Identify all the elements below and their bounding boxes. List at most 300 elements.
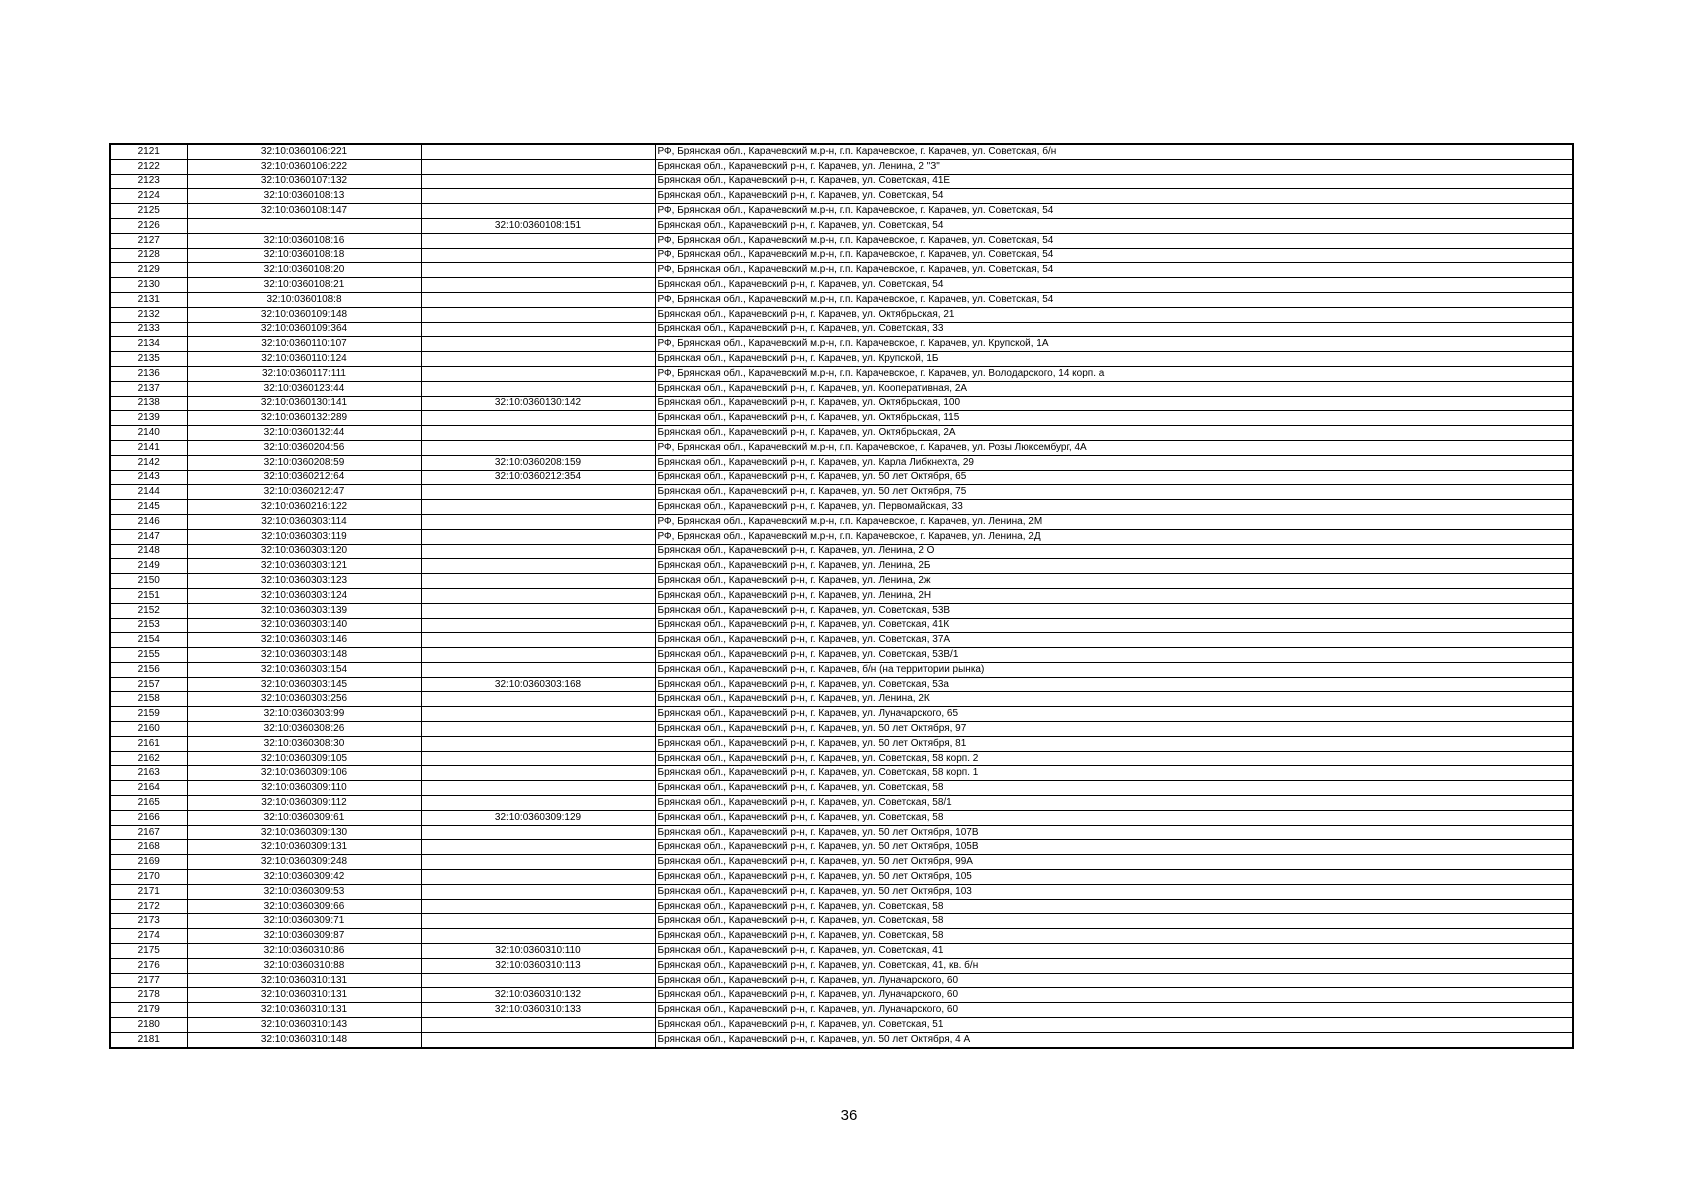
table-row — [110, 870, 1573, 885]
related-cadastral-number-cell — [421, 544, 655, 559]
address-cell: Брянская обл., Карачевский р-н, г. Карачев, ул. Ленина, 2Н — [655, 588, 1573, 603]
related-cadastral-number-cell — [421, 973, 655, 988]
address-cell: Брянская обл., Карачевский р-н, г. Карачев, ул. Луначарского, 65 — [655, 707, 1573, 722]
related-cadastral-number-cell — [421, 278, 655, 293]
row-number-cell: 2127 — [110, 233, 187, 248]
related-cadastral-number-cell — [421, 204, 655, 219]
related-cadastral-number-cell — [421, 736, 655, 751]
address-cell: РФ, Брянская обл., Карачевский м.р-н, г.п. Карачевское, г. Карачев, ул. Советская, 54 — [655, 204, 1573, 219]
cadastral-number-cell: 32:10:0360303:124 — [187, 588, 421, 603]
row-number-cell: 2141 — [110, 440, 187, 455]
table-row — [110, 648, 1573, 663]
row-number-cell: 2170 — [110, 870, 187, 885]
address-cell: Брянская обл., Карачевский р-н, г. Карачев, ул. Советская, 58 — [655, 914, 1573, 929]
address-cell: Брянская обл., Карачевский р-н, г. Карачев, ул. 50 лет Октября, 65 — [655, 470, 1573, 485]
related-cadastral-number-cell — [421, 722, 655, 737]
related-cadastral-number-cell — [421, 840, 655, 855]
row-number-cell: 2148 — [110, 544, 187, 559]
address-cell: Брянская обл., Карачевский р-н, г. Карачев, ул. Советская, 54 — [655, 189, 1573, 204]
row-number-cell: 2133 — [110, 322, 187, 337]
cadastral-number-cell: 32:10:0360303:99 — [187, 707, 421, 722]
cadastral-number-cell: 32:10:0360309:112 — [187, 796, 421, 811]
table-row — [110, 781, 1573, 796]
cadastral-number-cell: 32:10:0360108:13 — [187, 189, 421, 204]
table-row — [110, 1003, 1573, 1018]
row-number-cell: 2142 — [110, 455, 187, 470]
cadastral-number-cell: 32:10:0360108:147 — [187, 204, 421, 219]
related-cadastral-number-cell — [421, 825, 655, 840]
row-number-cell: 2122 — [110, 159, 187, 174]
table-row — [110, 603, 1573, 618]
table-row — [110, 1018, 1573, 1033]
address-cell: РФ, Брянская обл., Карачевский м.р-н, г.п. Карачевское, г. Карачев, ул. Советская, 54 — [655, 263, 1573, 278]
cadastral-number-cell: 32:10:0360303:139 — [187, 603, 421, 618]
row-number-cell: 2143 — [110, 470, 187, 485]
cadastral-number-cell: 32:10:0360310:131 — [187, 988, 421, 1003]
table-row — [110, 470, 1573, 485]
table-row — [110, 944, 1573, 959]
related-cadastral-number-cell — [421, 500, 655, 515]
cadastral-number-cell: 32:10:0360309:110 — [187, 781, 421, 796]
row-number-cell: 2123 — [110, 174, 187, 189]
cadastral-number-cell: 32:10:0360212:47 — [187, 485, 421, 500]
row-number-cell: 2178 — [110, 988, 187, 1003]
table-row — [110, 455, 1573, 470]
related-cadastral-number-cell — [421, 781, 655, 796]
cadastral-number-cell: 32:10:0360309:130 — [187, 825, 421, 840]
address-cell: РФ, Брянская обл., Карачевский м.р-н, г.п. Карачевское, г. Карачев, ул. Советская, б/н — [655, 144, 1573, 159]
table-row — [110, 366, 1573, 381]
table-row — [110, 677, 1573, 692]
table-row — [110, 559, 1573, 574]
cadastral-number-cell: 32:10:0360108:8 — [187, 292, 421, 307]
row-number-cell: 2135 — [110, 352, 187, 367]
row-number-cell: 2152 — [110, 603, 187, 618]
related-cadastral-number-cell — [421, 751, 655, 766]
table-row — [110, 855, 1573, 870]
related-cadastral-number-cell — [421, 381, 655, 396]
table-row — [110, 396, 1573, 411]
cadastral-number-cell — [187, 218, 421, 233]
row-number-cell: 2165 — [110, 796, 187, 811]
related-cadastral-number-cell — [421, 707, 655, 722]
related-cadastral-number-cell — [421, 514, 655, 529]
cadastral-number-cell: 32:10:0360303:145 — [187, 677, 421, 692]
address-cell: Брянская обл., Карачевский р-н, г. Карачев, ул. Кооперативная, 2А — [655, 381, 1573, 396]
related-cadastral-number-cell — [421, 884, 655, 899]
related-cadastral-number-cell: 32:10:0360310:133 — [421, 1003, 655, 1018]
row-number-cell: 2171 — [110, 884, 187, 899]
address-cell: Брянская обл., Карачевский р-н, г. Карачев, ул. Октябрьская, 100 — [655, 396, 1573, 411]
address-cell: Брянская обл., Карачевский р-н, г. Карачев, ул. Ленина, 2Б — [655, 559, 1573, 574]
related-cadastral-number-cell: 32:10:0360130:142 — [421, 396, 655, 411]
cadastral-number-cell: 32:10:0360303:119 — [187, 529, 421, 544]
cadastral-number-cell: 32:10:0360204:56 — [187, 440, 421, 455]
cadastral-number-cell: 32:10:0360109:364 — [187, 322, 421, 337]
row-number-cell: 2173 — [110, 914, 187, 929]
address-cell: Брянская обл., Карачевский р-н, г. Карачев, ул. Крупской, 1Б — [655, 352, 1573, 367]
address-cell: Брянская обл., Карачевский р-н, г. Карачев, ул. Советская, 53В/1 — [655, 648, 1573, 663]
row-number-cell: 2154 — [110, 633, 187, 648]
cadastral-number-cell: 32:10:0360108:16 — [187, 233, 421, 248]
address-cell: Брянская обл., Карачевский р-н, г. Карачев, ул. Октябрьская, 115 — [655, 411, 1573, 426]
table-row — [110, 204, 1573, 219]
table-row — [110, 322, 1573, 337]
address-cell: Брянская обл., Карачевский р-н, г. Карачев, ул. Советская, 33 — [655, 322, 1573, 337]
address-cell: Брянская обл., Карачевский р-н, г. Карачев, ул. Луначарского, 60 — [655, 973, 1573, 988]
table-row — [110, 662, 1573, 677]
address-cell: Брянская обл., Карачевский р-н, г. Карачев, ул. Советская, 54 — [655, 218, 1573, 233]
related-cadastral-number-cell — [421, 603, 655, 618]
cadastral-number-cell: 32:10:0360309:105 — [187, 751, 421, 766]
row-number-cell: 2153 — [110, 618, 187, 633]
row-number-cell: 2132 — [110, 307, 187, 322]
related-cadastral-number-cell — [421, 574, 655, 589]
cadastral-number-cell: 32:10:0360310:88 — [187, 958, 421, 973]
related-cadastral-number-cell — [421, 559, 655, 574]
cadastral-number-cell: 32:10:0360108:20 — [187, 263, 421, 278]
address-cell: Брянская обл., Карачевский р-н, г. Карачев, ул. 50 лет Октября, 97 — [655, 722, 1573, 737]
related-cadastral-number-cell — [421, 855, 655, 870]
row-number-cell: 2136 — [110, 366, 187, 381]
related-cadastral-number-cell — [421, 529, 655, 544]
cadastral-number-cell: 32:10:0360303:114 — [187, 514, 421, 529]
address-cell: Брянская обл., Карачевский р-н, г. Карачев, ул. Советская, 58 — [655, 899, 1573, 914]
table-row — [110, 1032, 1573, 1047]
table-row — [110, 766, 1573, 781]
related-cadastral-number-cell — [421, 633, 655, 648]
address-cell: Брянская обл., Карачевский р-н, г. Карачев, б/н (на территории рынка) — [655, 662, 1573, 677]
related-cadastral-number-cell: 32:10:0360212:354 — [421, 470, 655, 485]
row-number-cell: 2180 — [110, 1018, 187, 1033]
row-number-cell: 2172 — [110, 899, 187, 914]
row-number-cell: 2174 — [110, 929, 187, 944]
related-cadastral-number-cell — [421, 337, 655, 352]
row-number-cell: 2159 — [110, 707, 187, 722]
row-number-cell: 2147 — [110, 529, 187, 544]
table-row — [110, 988, 1573, 1003]
row-number-cell: 2157 — [110, 677, 187, 692]
address-cell: РФ, Брянская обл., Карачевский м.р-н, г.п. Карачевское, г. Карачев, ул. Крупской, 1А — [655, 337, 1573, 352]
address-cell: Брянская обл., Карачевский р-н, г. Карачев, ул. Ленина, 2 "З" — [655, 159, 1573, 174]
row-number-cell: 2175 — [110, 944, 187, 959]
page-number: 36 — [840, 1107, 858, 1124]
related-cadastral-number-cell — [421, 914, 655, 929]
address-cell: Брянская обл., Карачевский р-н, г. Карачев, ул. 50 лет Октября, 105 — [655, 870, 1573, 885]
cadastral-number-cell: 32:10:0360212:64 — [187, 470, 421, 485]
cadastral-number-cell: 32:10:0360110:107 — [187, 337, 421, 352]
address-cell: Брянская обл., Карачевский р-н, г. Карачев, ул. Советская, 53а — [655, 677, 1573, 692]
address-cell: Брянская обл., Карачевский р-н, г. Карачев, ул. 50 лет Октября, 75 — [655, 485, 1573, 500]
row-number-cell: 2161 — [110, 736, 187, 751]
related-cadastral-number-cell — [421, 870, 655, 885]
cadastral-number-cell: 32:10:0360303:120 — [187, 544, 421, 559]
table-row — [110, 292, 1573, 307]
row-number-cell: 2144 — [110, 485, 187, 500]
related-cadastral-number-cell — [421, 263, 655, 278]
row-number-cell: 2125 — [110, 204, 187, 219]
related-cadastral-number-cell — [421, 159, 655, 174]
row-number-cell: 2164 — [110, 781, 187, 796]
address-cell: РФ, Брянская обл., Карачевский м.р-н, г.п. Карачевское, г. Карачев, ул. Советская, 54 — [655, 233, 1573, 248]
related-cadastral-number-cell — [421, 766, 655, 781]
cadastral-number-cell: 32:10:0360303:140 — [187, 618, 421, 633]
related-cadastral-number-cell — [421, 1018, 655, 1033]
row-number-cell: 2150 — [110, 574, 187, 589]
address-cell: Брянская обл., Карачевский р-н, г. Карачев, ул. Советская, 58 — [655, 929, 1573, 944]
address-cell: Брянская обл., Карачевский р-н, г. Карачев, ул. Советская, 58 корп. 2 — [655, 751, 1573, 766]
register-body — [110, 144, 1573, 1048]
row-number-cell: 2134 — [110, 337, 187, 352]
address-cell: Брянская обл., Карачевский р-н, г. Карачев, ул. 50 лет Октября, 107В — [655, 825, 1573, 840]
table-row — [110, 233, 1573, 248]
row-number-cell: 2149 — [110, 559, 187, 574]
related-cadastral-number-cell — [421, 248, 655, 263]
table-row — [110, 692, 1573, 707]
address-cell: Брянская обл., Карачевский р-н, г. Карачев, ул. 50 лет Октября, 99А — [655, 855, 1573, 870]
address-cell: Брянская обл., Карачевский р-н, г. Карачев, ул. Советская, 53В — [655, 603, 1573, 618]
address-cell: Брянская обл., Карачевский р-н, г. Карачев, ул. Советская, 41 — [655, 944, 1573, 959]
cadastral-number-cell: 32:10:0360309:53 — [187, 884, 421, 899]
related-cadastral-number-cell — [421, 322, 655, 337]
related-cadastral-number-cell — [421, 352, 655, 367]
cadastral-number-cell: 32:10:0360123:44 — [187, 381, 421, 396]
cadastral-number-cell: 32:10:0360310:143 — [187, 1018, 421, 1033]
related-cadastral-number-cell: 32:10:0360309:129 — [421, 810, 655, 825]
row-number-cell: 2169 — [110, 855, 187, 870]
cadastral-number-cell: 32:10:0360106:222 — [187, 159, 421, 174]
cadastral-number-cell: 32:10:0360308:30 — [187, 736, 421, 751]
cadastral-number-cell: 32:10:0360309:42 — [187, 870, 421, 885]
address-cell: Брянская обл., Карачевский р-н, г. Карачев, ул. 50 лет Октября, 81 — [655, 736, 1573, 751]
address-cell: Брянская обл., Карачевский р-н, г. Карачев, ул. Луначарского, 60 — [655, 1003, 1573, 1018]
related-cadastral-number-cell — [421, 485, 655, 500]
related-cadastral-number-cell — [421, 796, 655, 811]
address-cell: Брянская обл., Карачевский р-н, г. Карачев, ул. Советская, 58/1 — [655, 796, 1573, 811]
address-cell: РФ, Брянская обл., Карачевский м.р-н, г.п. Карачевское, г. Карачев, ул. Розы Люксембург, 4А — [655, 440, 1573, 455]
table-row — [110, 278, 1573, 293]
row-number-cell: 2168 — [110, 840, 187, 855]
address-cell: Брянская обл., Карачевский р-н, г. Карачев, ул. Советская, 58 — [655, 781, 1573, 796]
table-row — [110, 352, 1573, 367]
related-cadastral-number-cell — [421, 899, 655, 914]
cadastral-number-cell: 32:10:0360309:87 — [187, 929, 421, 944]
table-row — [110, 529, 1573, 544]
related-cadastral-number-cell: 32:10:0360310:132 — [421, 988, 655, 1003]
address-cell: РФ, Брянская обл., Карачевский м.р-н, г.п. Карачевское, г. Карачев, ул. Володарского, 14 корп. а — [655, 366, 1573, 381]
table-row — [110, 736, 1573, 751]
address-cell: Брянская обл., Карачевский р-н, г. Карачев, ул. Ленина, 2 О — [655, 544, 1573, 559]
table-row — [110, 722, 1573, 737]
cadastral-number-cell: 32:10:0360303:123 — [187, 574, 421, 589]
address-cell: Брянская обл., Карачевский р-н, г. Карачев, ул. 50 лет Октября, 4 А — [655, 1032, 1573, 1047]
cadastral-number-cell: 32:10:0360303:148 — [187, 648, 421, 663]
related-cadastral-number-cell — [421, 1032, 655, 1047]
row-number-cell: 2158 — [110, 692, 187, 707]
row-number-cell: 2166 — [110, 810, 187, 825]
cadastral-number-cell: 32:10:0360108:18 — [187, 248, 421, 263]
table-row — [110, 796, 1573, 811]
table-row — [110, 218, 1573, 233]
row-number-cell: 2162 — [110, 751, 187, 766]
cadastral-number-cell: 32:10:0360310:148 — [187, 1032, 421, 1047]
related-cadastral-number-cell — [421, 618, 655, 633]
table-row — [110, 929, 1573, 944]
cadastral-number-cell: 32:10:0360309:61 — [187, 810, 421, 825]
property-register-table — [109, 143, 1574, 1049]
row-number-cell: 2124 — [110, 189, 187, 204]
related-cadastral-number-cell — [421, 292, 655, 307]
related-cadastral-number-cell — [421, 174, 655, 189]
address-cell: Брянская обл., Карачевский р-н, г. Карачев, ул. Первомайская, 33 — [655, 500, 1573, 515]
cadastral-number-cell: 32:10:0360117:111 — [187, 366, 421, 381]
cadastral-number-cell: 32:10:0360309:66 — [187, 899, 421, 914]
cadastral-number-cell: 32:10:0360308:26 — [187, 722, 421, 737]
row-number-cell: 2155 — [110, 648, 187, 663]
related-cadastral-number-cell — [421, 189, 655, 204]
related-cadastral-number-cell — [421, 929, 655, 944]
table-row — [110, 248, 1573, 263]
row-number-cell: 2177 — [110, 973, 187, 988]
row-number-cell: 2130 — [110, 278, 187, 293]
address-cell: Брянская обл., Карачевский р-н, г. Карачев, ул. Октябрьская, 2А — [655, 426, 1573, 441]
table-row — [110, 144, 1573, 159]
table-row — [110, 884, 1573, 899]
related-cadastral-number-cell: 32:10:0360208:159 — [421, 455, 655, 470]
cadastral-number-cell: 32:10:0360107:132 — [187, 174, 421, 189]
related-cadastral-number-cell: 32:10:0360303:168 — [421, 677, 655, 692]
related-cadastral-number-cell — [421, 648, 655, 663]
address-cell: Брянская обл., Карачевский р-н, г. Карачев, ул. Советская, 37А — [655, 633, 1573, 648]
table-row — [110, 840, 1573, 855]
table-row — [110, 500, 1573, 515]
address-cell: Брянская обл., Карачевский р-н, г. Карачев, ул. Советская, 58 корп. 1 — [655, 766, 1573, 781]
row-number-cell: 2126 — [110, 218, 187, 233]
related-cadastral-number-cell — [421, 411, 655, 426]
cadastral-number-cell: 32:10:0360309:71 — [187, 914, 421, 929]
cadastral-number-cell: 32:10:0360130:141 — [187, 396, 421, 411]
table-row — [110, 574, 1573, 589]
table-row — [110, 514, 1573, 529]
table-row — [110, 958, 1573, 973]
row-number-cell: 2145 — [110, 500, 187, 515]
table-row — [110, 381, 1573, 396]
address-cell: РФ, Брянская обл., Карачевский м.р-н, г.п. Карачевское, г. Карачев, ул. Советская, 54 — [655, 292, 1573, 307]
table-row — [110, 707, 1573, 722]
related-cadastral-number-cell — [421, 692, 655, 707]
address-cell: Брянская обл., Карачевский р-н, г. Карачев, ул. Советская, 54 — [655, 278, 1573, 293]
table-row — [110, 189, 1573, 204]
table-row — [110, 825, 1573, 840]
table-row — [110, 174, 1573, 189]
table-row — [110, 914, 1573, 929]
related-cadastral-number-cell — [421, 426, 655, 441]
address-cell: Брянская обл., Карачевский р-н, г. Карачев, ул. Советская, 41Е — [655, 174, 1573, 189]
row-number-cell: 2131 — [110, 292, 187, 307]
address-cell: РФ, Брянская обл., Карачевский м.р-н, г.п. Карачевское, г. Карачев, ул. Советская, 54 — [655, 248, 1573, 263]
row-number-cell: 2163 — [110, 766, 187, 781]
table-row — [110, 485, 1573, 500]
address-cell: РФ, Брянская обл., Карачевский м.р-н, г.п. Карачевское, г. Карачев, ул. Ленина, 2М — [655, 514, 1573, 529]
cadastral-number-cell: 32:10:0360132:44 — [187, 426, 421, 441]
address-cell: Брянская обл., Карачевский р-н, г. Карачев, ул. Советская, 58 — [655, 810, 1573, 825]
related-cadastral-number-cell — [421, 366, 655, 381]
row-number-cell: 2146 — [110, 514, 187, 529]
table-row — [110, 810, 1573, 825]
table-row — [110, 307, 1573, 322]
cadastral-number-cell: 32:10:0360132:289 — [187, 411, 421, 426]
table-row — [110, 411, 1573, 426]
row-number-cell: 2140 — [110, 426, 187, 441]
cadastral-number-cell: 32:10:0360108:21 — [187, 278, 421, 293]
cadastral-number-cell: 32:10:0360109:148 — [187, 307, 421, 322]
cadastral-number-cell: 32:10:0360309:248 — [187, 855, 421, 870]
address-cell: Брянская обл., Карачевский р-н, г. Карачев, ул. Луначарского, 60 — [655, 988, 1573, 1003]
address-cell: Брянская обл., Карачевский р-н, г. Карачев, ул. 50 лет Октября, 103 — [655, 884, 1573, 899]
table-row — [110, 426, 1573, 441]
address-cell: Брянская обл., Карачевский р-н, г. Карачев, ул. Ленина, 2К — [655, 692, 1573, 707]
cadastral-number-cell: 32:10:0360303:146 — [187, 633, 421, 648]
row-number-cell: 2176 — [110, 958, 187, 973]
row-number-cell: 2151 — [110, 588, 187, 603]
cadastral-number-cell: 32:10:0360309:106 — [187, 766, 421, 781]
row-number-cell: 2121 — [110, 144, 187, 159]
cadastral-number-cell: 32:10:0360106:221 — [187, 144, 421, 159]
table-row — [110, 263, 1573, 278]
table-row — [110, 618, 1573, 633]
related-cadastral-number-cell — [421, 144, 655, 159]
related-cadastral-number-cell — [421, 588, 655, 603]
cadastral-number-cell: 32:10:0360310:131 — [187, 973, 421, 988]
address-cell: Брянская обл., Карачевский р-н, г. Карачев, ул. 50 лет Октября, 105В — [655, 840, 1573, 855]
row-number-cell: 2156 — [110, 662, 187, 677]
cadastral-number-cell: 32:10:0360310:86 — [187, 944, 421, 959]
table-row — [110, 973, 1573, 988]
cadastral-number-cell: 32:10:0360303:154 — [187, 662, 421, 677]
table-row — [110, 159, 1573, 174]
table-row — [110, 337, 1573, 352]
related-cadastral-number-cell — [421, 440, 655, 455]
row-number-cell: 2137 — [110, 381, 187, 396]
related-cadastral-number-cell — [421, 662, 655, 677]
address-cell: Брянская обл., Карачевский р-н, г. Карачев, ул. Советская, 41К — [655, 618, 1573, 633]
related-cadastral-number-cell — [421, 307, 655, 322]
row-number-cell: 2139 — [110, 411, 187, 426]
row-number-cell: 2138 — [110, 396, 187, 411]
address-cell: Брянская обл., Карачевский р-н, г. Карачев, ул. Ленина, 2ж — [655, 574, 1573, 589]
row-number-cell: 2128 — [110, 248, 187, 263]
table-row — [110, 544, 1573, 559]
cadastral-number-cell: 32:10:0360208:59 — [187, 455, 421, 470]
row-number-cell: 2129 — [110, 263, 187, 278]
table-row — [110, 751, 1573, 766]
address-cell: Брянская обл., Карачевский р-н, г. Карачев, ул. Советская, 41, кв. б/н — [655, 958, 1573, 973]
cadastral-number-cell: 32:10:0360110:124 — [187, 352, 421, 367]
table-row — [110, 899, 1573, 914]
row-number-cell: 2179 — [110, 1003, 187, 1018]
table-row — [110, 588, 1573, 603]
row-number-cell: 2181 — [110, 1032, 187, 1047]
cadastral-number-cell: 32:10:0360216:122 — [187, 500, 421, 515]
cadastral-number-cell: 32:10:0360303:121 — [187, 559, 421, 574]
row-number-cell: 2160 — [110, 722, 187, 737]
address-cell: Брянская обл., Карачевский р-н, г. Карачев, ул. Октябрьская, 21 — [655, 307, 1573, 322]
cadastral-number-cell: 32:10:0360310:131 — [187, 1003, 421, 1018]
table-row — [110, 440, 1573, 455]
address-cell: РФ, Брянская обл., Карачевский м.р-н, г.п. Карачевское, г. Карачев, ул. Ленина, 2Д — [655, 529, 1573, 544]
address-cell: Брянская обл., Карачевский р-н, г. Карачев, ул. Советская, 51 — [655, 1018, 1573, 1033]
table-row — [110, 633, 1573, 648]
